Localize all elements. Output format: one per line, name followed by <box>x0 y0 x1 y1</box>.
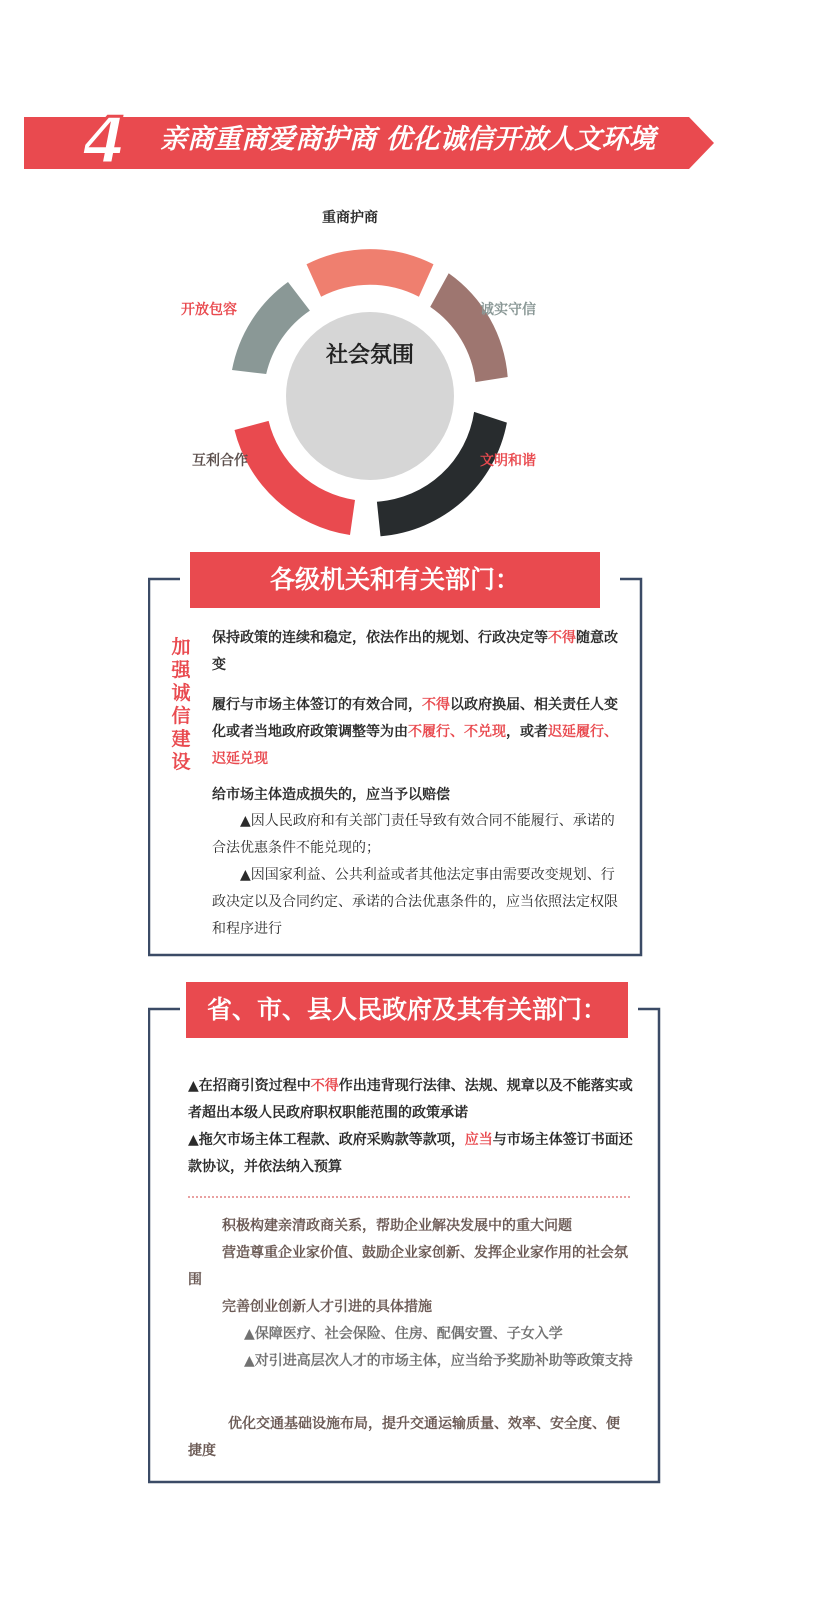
section2-paragraph-5: 完善创业创新人才引进的具体措施 <box>222 1299 432 1315</box>
segment-label-left: 开放包容 <box>181 302 237 318</box>
section2-paragraph-2: ▲拖欠市场主体工程款、政府采购款等款项，应当与市场主体签订书面还款协议，并依法纳入预算 <box>188 1132 633 1175</box>
section-banner <box>24 105 714 179</box>
banner-title: 亲商重商爱商护商 优化诚信开放人文环境 <box>160 124 656 155</box>
segment-label-bottom-right: 文明和谐 <box>480 453 536 469</box>
section1-paragraph-3: 给市场主体造成损失的，应当予以赔偿 <box>212 787 450 803</box>
section1-paragraph-2: 履行与市场主体签订的有效合同，不得以政府换届、相关责任人变化或者当地政府政策调整等为由不履行、不兑现，或者迟延履行、迟延兑现 <box>212 697 618 767</box>
social-atmosphere-donut <box>220 246 520 546</box>
section1-header: 各级机关和有关部门： <box>190 552 600 608</box>
section2-paragraph-1: ▲在招商引资过程中不得作出违背现行法律、法规、规章以及不能落实或者超出本级人民政府职权职能范围的政策承诺 <box>188 1078 633 1121</box>
segment-label-right: 诚实守信 <box>480 302 536 318</box>
diagram-center-label: 社会氛围 <box>325 343 414 368</box>
segment-top <box>307 249 434 297</box>
section1-paragraph-4: ▲因人民政府和有关部门责任导致有效合同不能履行、承诺的合法优惠条件不能兑现的； <box>212 813 615 856</box>
banner-number: 4 <box>82 105 125 179</box>
section1-paragraph-1: 保持政策的连续和稳定，依法作出的规划、行政决定等不得随意改变 <box>212 630 618 673</box>
side-label-integrity: 加强诚信建设 <box>171 636 191 773</box>
section2-dotted-divider <box>188 1196 630 1198</box>
section2-paragraph-8: 优化交通基础设施布局，提升交通运输质量、效率、安全度、便捷度 <box>188 1416 620 1459</box>
section2-header: 省、市、县人民政府及其有关部门： <box>186 982 628 1038</box>
segment-label-bottom-left: 互利合作 <box>192 453 248 469</box>
section2-paragraph-6: ▲保障医疗、社会保险、住房、配偶安置、子女入学 <box>244 1326 563 1342</box>
section2-paragraph-7: ▲对引进高层次人才的市场主体，应当给予奖励补助等政策支持 <box>244 1353 633 1369</box>
segment-label-top: 重商护商 <box>322 210 378 226</box>
section1-paragraph-5: ▲因国家利益、公共利益或者其他法定事由需要改变规划、行政决定以及合同约定、承诺的合法优惠条件的，应当依照法定权限和程序进行 <box>212 867 618 937</box>
section2-paragraph-3: 积极构建亲清政商关系，帮助企业解决发展中的重大问题 <box>222 1218 572 1234</box>
section2-paragraph-4: 营造尊重企业家价值、鼓励企业家创新、发挥企业家作用的社会氛围 <box>188 1245 628 1288</box>
